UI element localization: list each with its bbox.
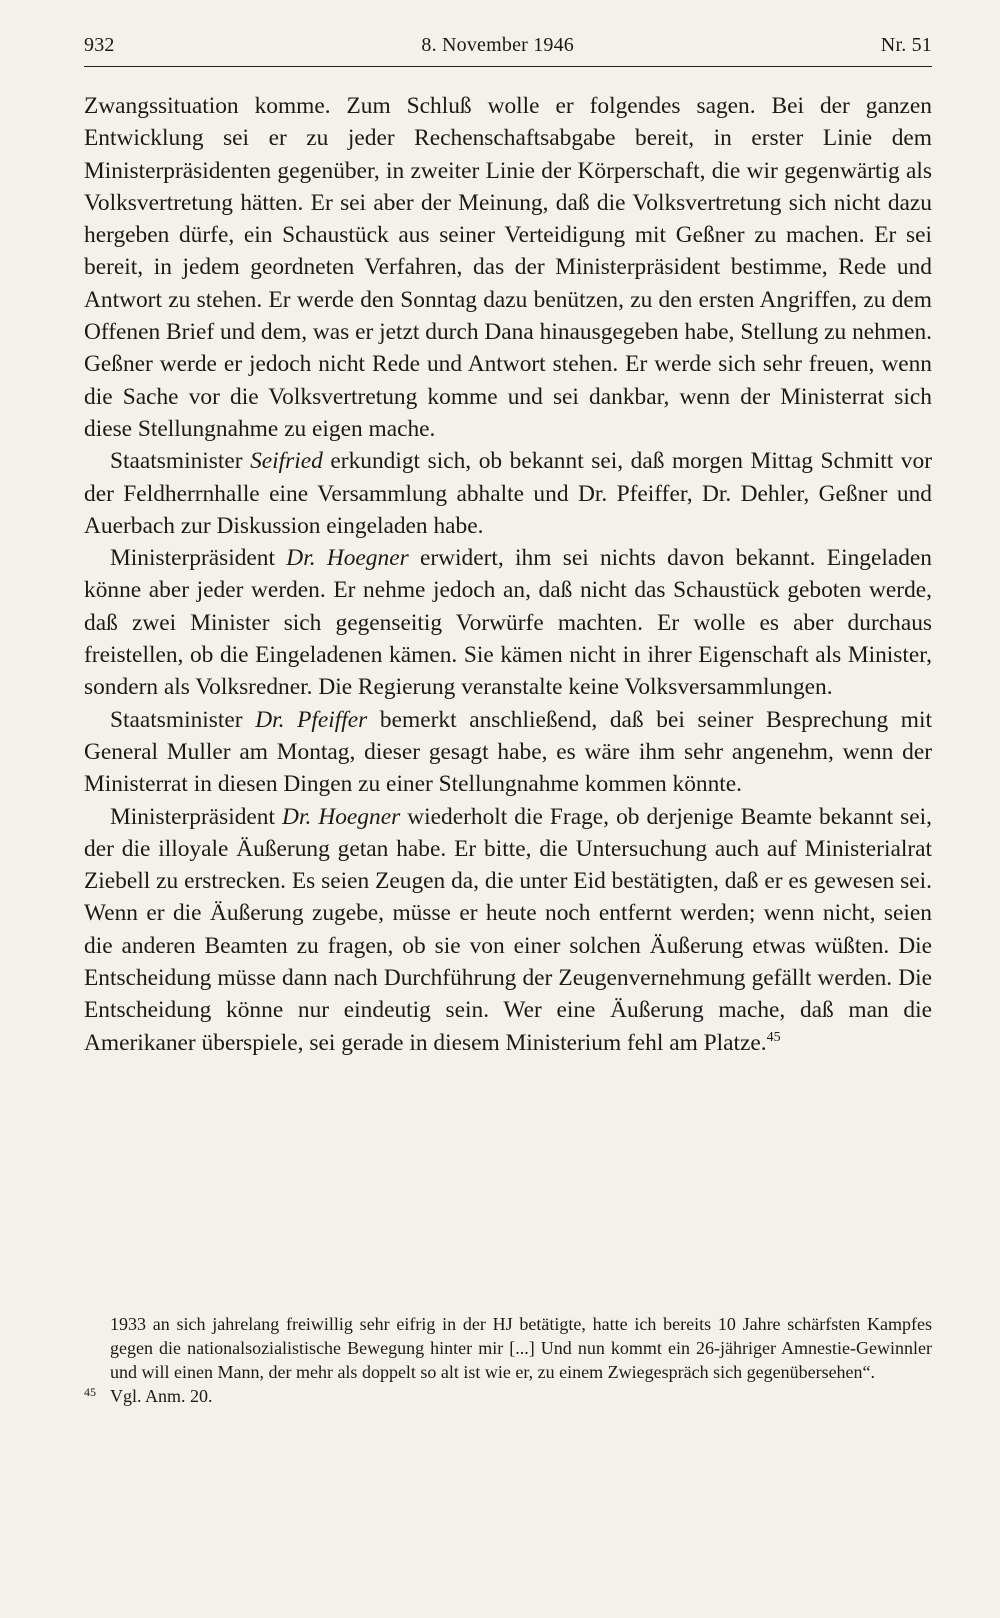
issue-number: Nr. 51 bbox=[880, 34, 932, 56]
footnote-continuation: 1933 an sich jahrelang freiwillig sehr eifrig in der HJ betätigte, hatte ich bereits 10 Jahre schärfsten Kampfes gegen die nationalsozialistische Bewegung hinter mir [...] Und nun kommt ein 26-jähriger Amnestie-Gewinnler und will einen Mann, der mehr als doppelt so alt ist wie er, zu einem Zwiegespräch sich gegenübersehen“. bbox=[110, 1314, 932, 1382]
header-rule bbox=[84, 66, 932, 67]
running-header bbox=[84, 34, 932, 57]
page-number: 932 bbox=[84, 34, 115, 56]
speaker-title: Staatsminister bbox=[110, 448, 251, 475]
paragraph-text: wiederholt die Frage, ob derjenige Beamte bekannt sei, der die illoyale Äußerung getan habe. Er bitte, die Untersuchung auch auf Ministerialrat Ziebell zu erstrecken. Es seien Zeugen da, die unter Eid bestätigten, daß er es gewesen sei. Wenn er die Äußerung zugebe, müsse er heute noch entfernt werden; wenn nicht, seien die anderen Beamten zu fragen, ob sie von einer solchen Äußerung etwas wüßten. Die Entscheidung müsse dann nach Durchführung der Zeugenvernehmung gefällt werden. Die Entscheidung könne nur eindeutig sein. Wer eine Äußerung mache, daß man die Amerikaner überspiele, sei gerade in diesem Ministerium fehl am Platze. bbox=[84, 803, 932, 1056]
paragraph-2 bbox=[84, 445, 932, 542]
speaker-name: Seifried bbox=[250, 448, 323, 475]
footnote-text: Vgl. Anm. 20. bbox=[110, 1386, 213, 1406]
body-text bbox=[84, 90, 932, 1059]
paragraph-text: bemerkt anschließend, daß bei seiner Besprechung mit General Muller am Montag, dieser gesagt habe, es wäre ihm sehr angenehm, wenn der Ministerrat in diesen Dingen zu einer Stellungnahme kommen könnte. bbox=[84, 706, 932, 798]
paragraph-4 bbox=[84, 704, 932, 801]
speaker-name: Dr. Hoegner bbox=[282, 803, 401, 830]
paragraph-1 bbox=[84, 90, 932, 445]
paragraph-text: Zwangssituation komme. Zum Schluß wolle er folgendes sagen. Bei der ganzen Entwicklung sei er zu jeder Rechenschaftsabgabe bereit, in erster Linie dem Ministerpräsidenten gegenüber, in zweiter Linie der Körperschaft, die wir gegenwärtig als Volksvertretung hätten. Er sei aber der Meinung, daß die Volksvertretung sich nicht dazu hergeben dürfe, ein Schaustück aus seiner Verteidigung mit Geßner zu machen. Er sei bereit, in jedem geordneten Verfahren, das der Ministerpräsident bestimme, Rede und Antwort zu stehen. Er werde den Sonntag dazu benützen, zu den ersten Angriffen, zu dem Offenen Brief und dem, was er jetzt durch Dana hinausgegeben habe, Stellung zu nehmen. Geßner werde er jedoch nicht Rede und Antwort stehen. Er werde sich sehr freuen, wenn die Sache vor die Volksvertretung komme und sei dankbar, wenn der Ministerrat sich diese Stellungnahme zu eigen mache. bbox=[84, 93, 932, 442]
paragraph-3 bbox=[84, 542, 932, 703]
paragraph-5 bbox=[84, 801, 932, 1059]
speaker-title: Staatsminister bbox=[110, 706, 256, 733]
paragraph-text: erkundigt sich, ob bekannt sei, daß morgen Mittag Schmitt vor der Feldherrnhalle eine Versammlung abhalte und Dr. Pfeiffer, Dr. Dehler, Geßner und Auerbach zur Diskussion eingeladen habe. bbox=[84, 448, 932, 539]
paragraph-text: erwidert, ihm sei nichts davon bekannt. Eingeladen könne aber jeder werden. Er nehme jedoch an, daß nicht das Schaustück geboten werde, daß zwei Minister sich gegenseitig Vorwürfe machten. Er wolle es aber durchaus freistellen, ob die Eingeladenen kämen. Sie kämen nicht in ihrer Eigenschaft als Minister, sondern als Volksredner. Die Regierung veranstalte keine Volksversammlungen. bbox=[84, 545, 932, 701]
footnote-45: 45 Vgl. Anm. 20. bbox=[84, 1385, 213, 1406]
speaker-title: Ministerpräsident bbox=[110, 545, 287, 572]
header-date: 8. November 1946 bbox=[421, 34, 575, 56]
speaker-title: Ministerpräsident bbox=[110, 803, 283, 830]
speaker-name: Dr. Pfeiffer bbox=[255, 706, 368, 733]
footnotes bbox=[84, 1312, 932, 1408]
footnote-reference: 45 bbox=[766, 1029, 781, 1045]
speaker-name: Dr. Hoegner bbox=[286, 545, 409, 572]
